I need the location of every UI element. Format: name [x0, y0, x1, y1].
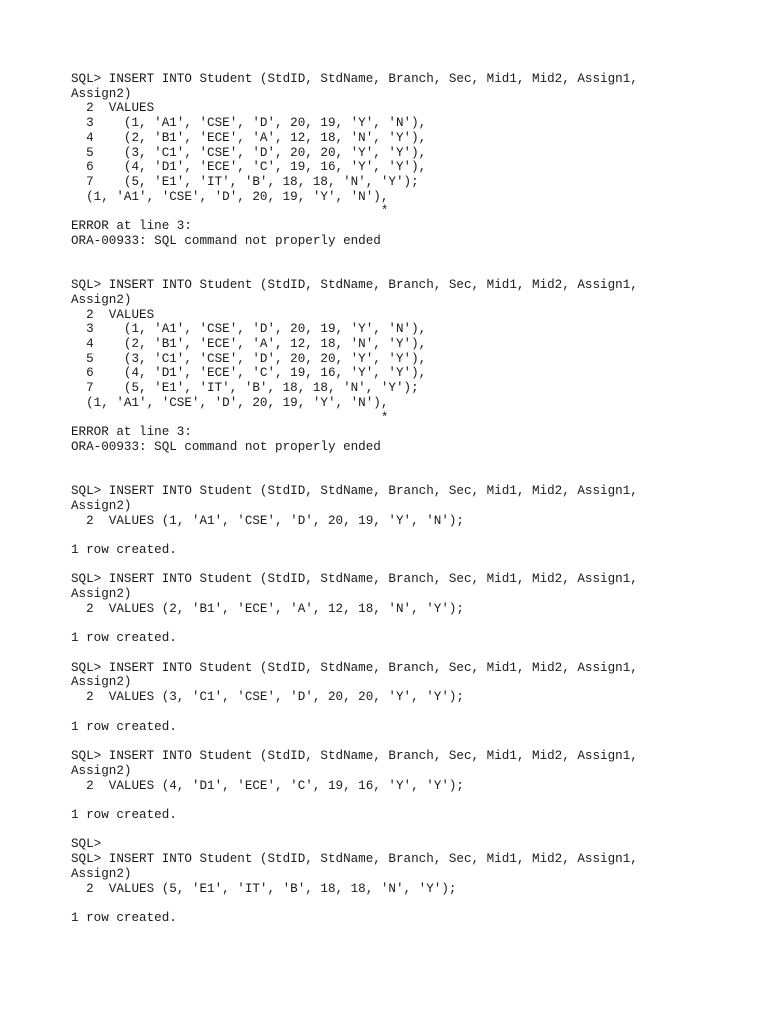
transcript-line: [71, 558, 751, 573]
transcript-line: SQL> INSERT INTO Student (StdID, StdName, Branch, Sec, Mid1, Mid2, Assign1,: [71, 660, 638, 675]
transcript-line: SQL> INSERT INTO Student (StdID, StdName, Branch, Sec, Mid1, Mid2, Assign1,: [71, 572, 638, 587]
transcript-line: Assign2): [71, 587, 132, 602]
transcript-line: SQL> INSERT INTO Student (StdID, StdName, Branch, Sec, Mid1, Mid2, Assign1,: [71, 749, 638, 764]
transcript-line: 1 row created.: [71, 719, 177, 734]
transcript-line: 7 (5, 'E1', 'IT', 'B', 18, 18, 'N', 'Y');: [71, 381, 419, 396]
transcript-line: Assign2): [71, 763, 132, 778]
transcript-line: [71, 793, 751, 808]
transcript-line: ORA-00933: SQL command not properly ended: [71, 439, 381, 454]
transcript-line: [71, 249, 751, 264]
transcript-line: 2 VALUES (3, 'C1', 'CSE', 'D', 20, 20, 'Y', 'Y');: [71, 690, 464, 705]
transcript-line: 3 (1, 'A1', 'CSE', 'D', 20, 19, 'Y', 'N'),: [71, 322, 427, 337]
transcript-line: 1 row created.: [71, 631, 177, 646]
transcript-line: 1 row created.: [71, 807, 177, 822]
transcript-line: [71, 455, 751, 470]
transcript-line: 2 VALUES (5, 'E1', 'IT', 'B', 18, 18, 'N', 'Y');: [71, 881, 457, 896]
transcript-line: ERROR at line 3:: [71, 425, 192, 440]
transcript-line: 5 (3, 'C1', 'CSE', 'D', 20, 20, 'Y', 'Y'),: [71, 145, 427, 160]
transcript-line: 2 VALUES (1, 'A1', 'CSE', 'D', 20, 19, 'Y', 'N');: [71, 513, 464, 528]
transcript-line: *: [71, 410, 389, 425]
transcript-line: 2 VALUES (2, 'B1', 'ECE', 'A', 12, 18, 'N', 'Y');: [71, 601, 464, 616]
transcript-line: ERROR at line 3:: [71, 219, 192, 234]
transcript-line: [71, 705, 751, 720]
transcript-line: [71, 646, 751, 661]
transcript-line: *: [71, 204, 389, 219]
transcript-line: [71, 528, 751, 543]
transcript-line: 4 (2, 'B1', 'ECE', 'A', 12, 18, 'N', 'Y'),: [71, 336, 427, 351]
transcript-line: SQL> INSERT INTO Student (StdID, StdName, Branch, Sec, Mid1, Mid2, Assign1,: [71, 278, 638, 293]
transcript-line: 6 (4, 'D1', 'ECE', 'C', 19, 16, 'Y', 'Y'),: [71, 160, 427, 175]
transcript-line: [71, 469, 751, 484]
transcript-line: SQL> INSERT INTO Student (StdID, StdName, Branch, Sec, Mid1, Mid2, Assign1,: [71, 72, 638, 86]
transcript-line: 2 VALUES (4, 'D1', 'ECE', 'C', 19, 16, 'Y', 'Y');: [71, 778, 464, 793]
transcript-line: 4 (2, 'B1', 'ECE', 'A', 12, 18, 'N', 'Y'),: [71, 130, 427, 145]
transcript-line: 6 (4, 'D1', 'ECE', 'C', 19, 16, 'Y', 'Y'),: [71, 366, 427, 381]
transcript-line: [71, 823, 751, 838]
transcript-line: [71, 617, 751, 632]
transcript-line: 5 (3, 'C1', 'CSE', 'D', 20, 20, 'Y', 'Y'),: [71, 351, 427, 366]
transcript-line: [71, 896, 751, 911]
transcript-line: (1, 'A1', 'CSE', 'D', 20, 19, 'Y', 'N'),: [71, 189, 389, 204]
transcript-line: 1 row created.: [71, 543, 177, 557]
transcript-line: 7 (5, 'E1', 'IT', 'B', 18, 18, 'N', 'Y');: [71, 175, 419, 190]
transcript-line: (1, 'A1', 'CSE', 'D', 20, 19, 'Y', 'N'),: [71, 395, 389, 410]
transcript-line: 1 row created.: [71, 910, 177, 925]
transcript-line: Assign2): [71, 86, 132, 101]
transcript-line: 3 (1, 'A1', 'CSE', 'D', 20, 19, 'Y', 'N'),: [71, 116, 427, 131]
transcript-line: ORA-00933: SQL command not properly ended: [71, 233, 381, 248]
transcript-line: Assign2): [71, 498, 132, 513]
transcript-line: 2 VALUES: [71, 101, 155, 116]
transcript-line: Assign2): [71, 292, 132, 307]
transcript-line: 2 VALUES: [71, 307, 155, 322]
sql-transcript: [71, 72, 751, 926]
transcript-line: [71, 263, 751, 278]
transcript-line: Assign2): [71, 866, 132, 881]
transcript-line: Assign2): [71, 675, 132, 690]
transcript-line: SQL> INSERT INTO Student (StdID, StdName, Branch, Sec, Mid1, Mid2, Assign1,: [71, 852, 638, 867]
transcript-line: SQL> INSERT INTO Student (StdID, StdName, Branch, Sec, Mid1, Mid2, Assign1,: [71, 484, 638, 499]
transcript-line: SQL>: [71, 837, 102, 852]
transcript-line: [71, 734, 751, 749]
